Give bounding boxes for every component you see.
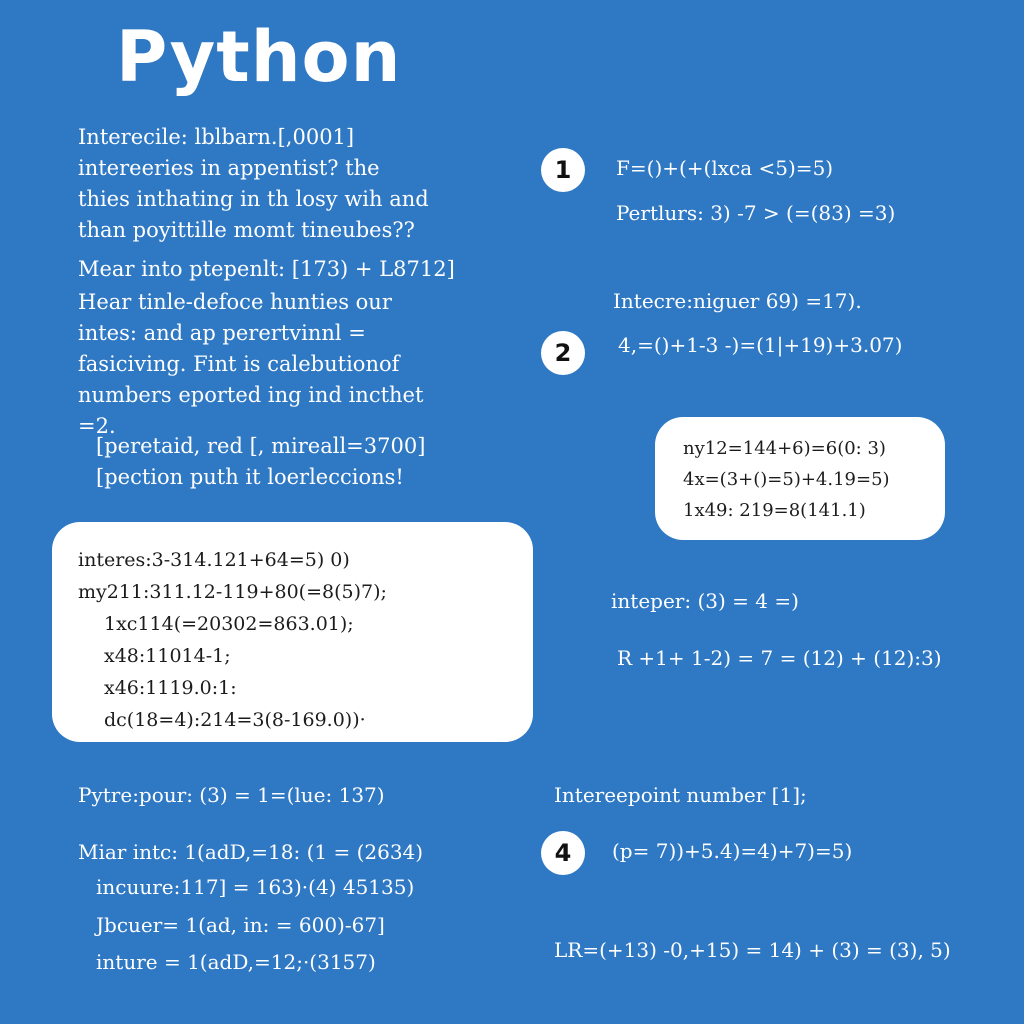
code-card bbox=[52, 522, 533, 742]
inteper-line: inteper: (3) = 4 =) bbox=[611, 589, 799, 613]
side-card bbox=[655, 417, 945, 540]
intro-line: than poyittille momt tineubes?? bbox=[78, 218, 415, 242]
hear-line: intes: and ap perertvinnl = bbox=[78, 321, 366, 345]
intro-line: intereeries in appentist? the bbox=[78, 156, 380, 180]
code-line: interes:3-314.121+64=5) 0) bbox=[78, 549, 350, 571]
pytre-line: Pytre:pour: (3) = 1=(lue: 137) bbox=[78, 783, 385, 807]
bracket-paragraph bbox=[96, 431, 425, 493]
side-card-line: 4x=(3+()=5)+4.19=5) bbox=[683, 469, 890, 490]
code-line: x48:11014-1; bbox=[104, 645, 231, 667]
bracket-line: [peretaid, red [, mireall=3700] bbox=[96, 434, 426, 458]
hear-line: =2. bbox=[78, 414, 116, 438]
step-badge-4: 4 bbox=[541, 831, 585, 875]
intecre-line: Intecre:niguer 69) =17). bbox=[613, 289, 862, 313]
mear-line: Mear into ptepenlt: [173) + L8712] bbox=[78, 257, 455, 281]
step-2-equation: 4,=()+1-3 -)=(1|+19)+3.07) bbox=[618, 333, 903, 357]
bottom-line: Jbcuer= 1(ad, in: = 600)-67] bbox=[96, 913, 385, 937]
page-title: Python bbox=[116, 16, 402, 98]
code-line: x46:1119.0:1: bbox=[104, 677, 237, 699]
hear-line: numbers eported ing ind incthet bbox=[78, 383, 424, 407]
side-card-line: 1x49: 219=8(141.1) bbox=[683, 500, 866, 521]
pertlurs-line: Pertlurs: 3) -7 > (=(83) =3) bbox=[616, 201, 896, 225]
step-badge-1: 1 bbox=[541, 148, 585, 192]
bracket-line: [pection puth it loerleccions! bbox=[96, 465, 404, 489]
intro-line: Interecile: lblbarn.[,0001] bbox=[78, 125, 355, 149]
code-line: my211:311.12-119+80(=8(5)7); bbox=[78, 581, 387, 603]
intro-paragraph bbox=[78, 122, 429, 246]
hear-paragraph bbox=[78, 287, 423, 442]
step-4-equation: (p= 7))+5.4)=4)+7)=5) bbox=[612, 839, 853, 863]
code-line: 1xc114(=20302=863.01); bbox=[104, 613, 354, 635]
intereepoint-line: Intereepoint number [1]; bbox=[554, 783, 807, 807]
code-line: dc(18=4):214=3(8-169.0))· bbox=[104, 709, 366, 731]
intro-line: thies inthating in th losy wih and bbox=[78, 187, 429, 211]
bottom-line: inture = 1(adD,=12;·(3157) bbox=[96, 950, 376, 974]
side-card-line: ny12=144+6)=6(0: 3) bbox=[683, 438, 886, 459]
lr-equation-line: LR=(+13) -0,+15) = 14) + (3) = (3), 5) bbox=[554, 938, 951, 962]
hear-line: fasiciving. Fint is calebutionof bbox=[78, 352, 400, 376]
step-badge-2: 2 bbox=[541, 331, 585, 375]
bottom-line: incuure:117] = 163)·(4) 45135) bbox=[96, 875, 415, 899]
r-equation-line: R +1+ 1-2) = 7 = (12) + (12):3) bbox=[617, 646, 942, 670]
hear-line: Hear tinle-defoce hunties our bbox=[78, 290, 392, 314]
bottom-line: Miar intc: 1(adD,=18: (1 = (2634) bbox=[78, 840, 424, 864]
step-1-equation: F=()+(+(lxca <5)=5) bbox=[616, 156, 834, 180]
